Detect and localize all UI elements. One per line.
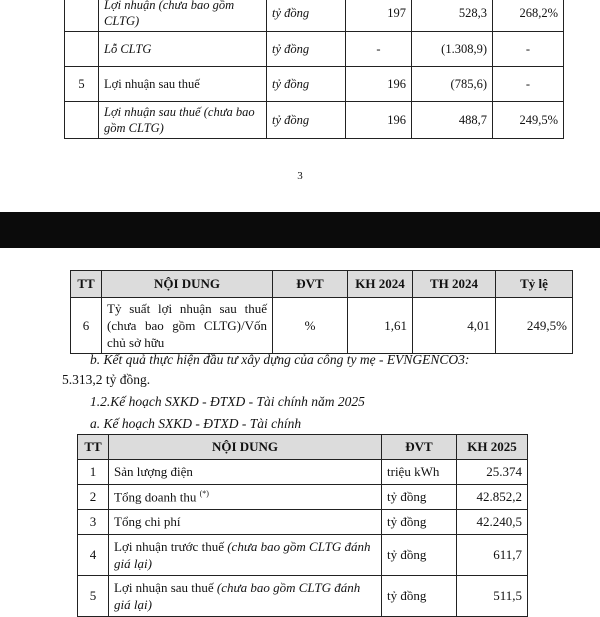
row-ratio: 268,2%	[493, 0, 564, 32]
row-content	[109, 510, 382, 535]
investment-result-text: b. Kết quả thực hiện đầu tư xây dựng của công ty mẹ - EVNGENCO3:	[90, 352, 470, 367]
row-tt	[65, 102, 99, 139]
row-ratio: 249,5%	[496, 298, 573, 354]
row-tt: 5	[65, 67, 99, 102]
table-row	[78, 576, 528, 617]
results-table-header	[70, 270, 573, 354]
row-content-note: (chưa bao gồm CLTG đánh giá lại)	[114, 539, 371, 571]
table-row	[78, 535, 528, 576]
row-unit: tỷ đồng	[267, 67, 346, 102]
row-content: Tỷ suất lợi nhuận sau thuế (chưa bao gồm CLTG)/Vốn chủ sở hữu	[102, 298, 273, 354]
row-content: Lỗ CLTG	[99, 32, 267, 67]
header-content: NỘI DUNG	[109, 435, 382, 460]
row-plan: 196	[346, 67, 412, 102]
row-tt: 3	[78, 510, 109, 535]
row-plan: 197	[346, 0, 412, 32]
header-unit: ĐVT	[382, 435, 457, 460]
header-plan-2025: KH 2025	[457, 435, 528, 460]
footnote-mark: (*)	[199, 488, 209, 498]
row-ratio: -	[493, 32, 564, 67]
row-content-text: Lợi nhuận trước thuế	[114, 539, 224, 554]
row-tt: 6	[71, 298, 102, 354]
table-row	[65, 32, 564, 67]
row-content-text: Lợi nhuận sau thuế	[114, 580, 214, 595]
row-plan: 511,5	[457, 576, 528, 617]
row-content: Lợi nhuận (chưa bao gồm CLTG)	[99, 0, 267, 32]
page-number: 3	[297, 170, 303, 182]
row-unit: tỷ đồng	[382, 576, 457, 617]
row-plan: 196	[346, 102, 412, 139]
header-content: NỘI DUNG	[102, 271, 273, 298]
row-tt: 2	[78, 485, 109, 510]
table-row	[65, 67, 564, 102]
row-actual: 4,01	[413, 298, 496, 354]
row-actual: (1.308,9)	[412, 32, 493, 67]
row-actual: 488,7	[412, 102, 493, 139]
row-tt: 5	[78, 576, 109, 617]
row-content	[109, 576, 382, 617]
subsection-title: a. Kế hoạch SXKD - ĐTXD - Tài chính	[90, 416, 302, 431]
row-unit: tỷ đồng	[267, 32, 346, 67]
table-row	[71, 298, 573, 354]
row-content-note: (chưa bao gồm CLTG đánh giá lại)	[114, 580, 361, 612]
row-plan: 25.374	[457, 460, 528, 485]
header-unit: ĐVT	[273, 271, 348, 298]
row-ratio: 249,5%	[493, 102, 564, 139]
document-page-4	[0, 248, 600, 612]
row-plan: 42.852,2	[457, 485, 528, 510]
row-unit: tỷ đồng	[382, 485, 457, 510]
row-tt: 4	[78, 535, 109, 576]
table-header-row	[71, 271, 573, 298]
row-unit: %	[273, 298, 348, 354]
table-row	[78, 460, 528, 485]
row-unit: tỷ đồng	[267, 102, 346, 139]
page-separator	[0, 212, 600, 248]
table-row	[78, 485, 528, 510]
row-unit: tỷ đồng	[267, 0, 346, 32]
header-actual: TH 2024	[413, 271, 496, 298]
row-content-text: Sản lượng điện	[114, 464, 193, 479]
row-content-text: Tổng doanh thu	[114, 489, 197, 505]
row-content	[109, 485, 382, 510]
row-unit: tỷ đồng	[382, 535, 457, 576]
header-ratio: Tỷ lệ	[496, 271, 573, 298]
row-unit: tỷ đồng	[382, 510, 457, 535]
header-tt: TT	[78, 435, 109, 460]
row-content: Lợi nhuận sau thuế	[99, 67, 267, 102]
row-plan: -	[346, 32, 412, 67]
header-tt: TT	[71, 271, 102, 298]
row-ratio: -	[493, 67, 564, 102]
row-content	[109, 460, 382, 485]
row-plan: 42.240,5	[457, 510, 528, 535]
row-content-text: Tổng chi phí	[114, 514, 181, 529]
results-table-continued	[64, 0, 564, 139]
row-content	[109, 535, 382, 576]
investment-result-value: 5.313,2 tỷ đồng.	[62, 372, 151, 387]
row-actual: 528,3	[412, 0, 493, 32]
section-title: 1.2.Kế hoạch SXKD - ĐTXD - Tài chính năm 2025	[90, 394, 365, 409]
table-row	[65, 0, 564, 32]
row-tt	[65, 0, 99, 32]
header-plan: KH 2024	[348, 271, 413, 298]
document-page-3	[0, 0, 600, 212]
row-tt: 1	[78, 460, 109, 485]
row-plan: 1,61	[348, 298, 413, 354]
plan-2025-table	[77, 434, 528, 617]
row-content: Lợi nhuận sau thuế (chưa bao gồm CLTG)	[99, 102, 267, 139]
row-plan: 611,7	[457, 535, 528, 576]
table-row	[78, 510, 528, 535]
row-unit: triệu kWh	[382, 460, 457, 485]
table-header-row	[78, 435, 528, 460]
row-tt	[65, 32, 99, 67]
row-actual: (785,6)	[412, 67, 493, 102]
table-row	[65, 102, 564, 139]
